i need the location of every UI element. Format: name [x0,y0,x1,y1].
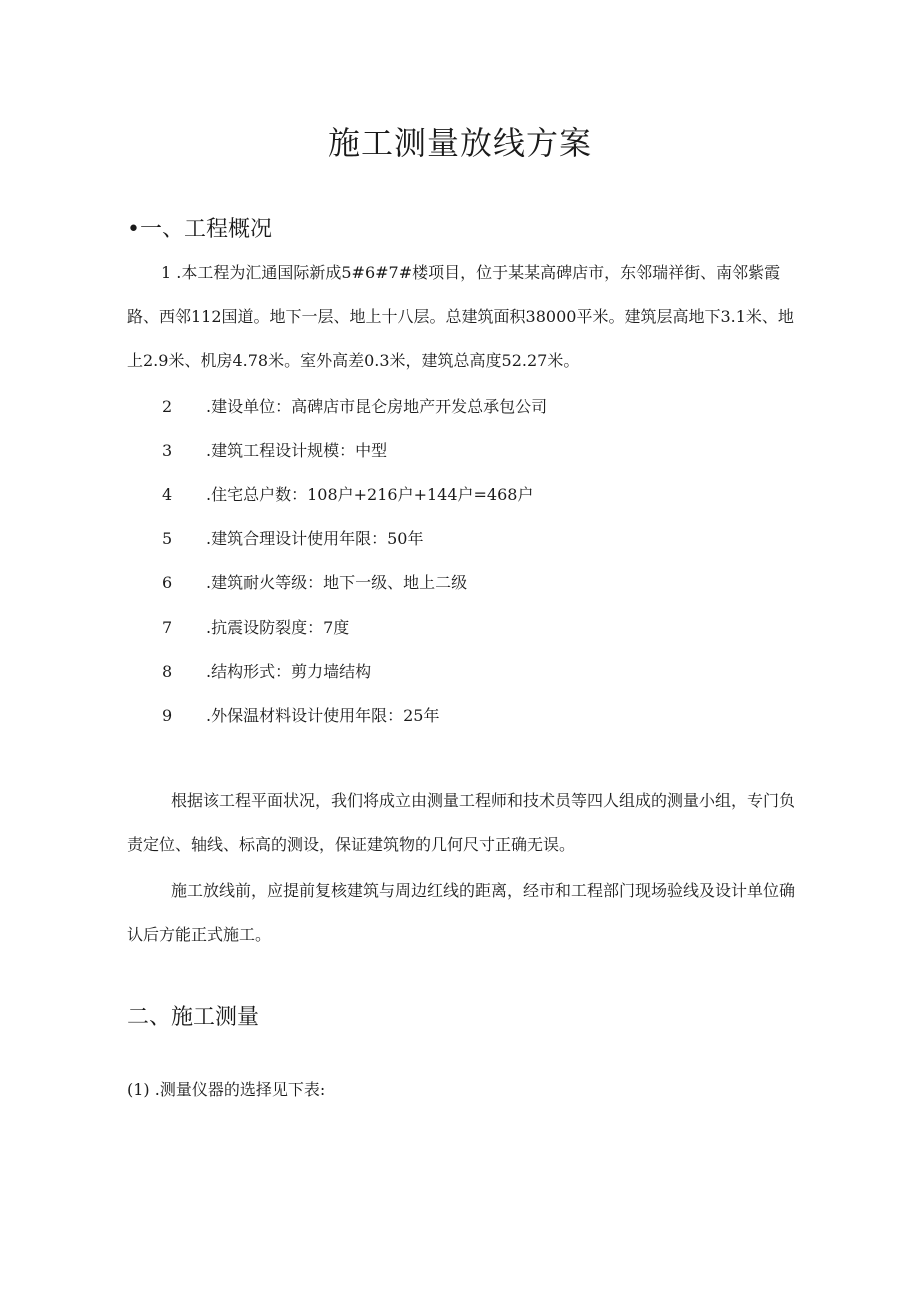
list-item-number: 8 [162,662,173,681]
staking-check-paragraph: 施工放线前，应提前复核建筑与周边红线的距离，经市和工程部门现场验线及设计单位确认后方能正式施工。 [127,881,796,944]
list-item [162,660,371,684]
list-item-text: .外保温材料设计使用年限：25年 [206,706,440,725]
list-item-number: 3 [162,441,173,460]
list-item [162,439,387,463]
list-item-text: .建筑合理设计使用年限：50年 [206,529,424,548]
list-item-text: .建设单位：高碑店市昆仑房地产开发总承包公司 [206,397,548,416]
page-title: 施工测量放线方案 [327,124,592,162]
instrument-selection-note: (1) .测量仪器的选择见下表: [127,1080,326,1099]
list-item-text: .建筑工程设计规模：中型 [206,441,388,460]
section-1-heading: •一、工程概况 [127,217,272,242]
list-item-text: .建筑耐火等级：地下一级、地上二级 [206,573,468,592]
list-item [162,616,349,640]
list-item [162,571,467,595]
survey-team-paragraph: 根据该工程平面状况，我们将成立由测量工程师和技术员等四人组成的测量小组，专门负责定位、轴线、标高的测设，保证建筑物的几何尺寸正确无误。 [127,791,796,854]
list-item [162,527,423,551]
list-item-text: .抗震设防裂度：7度 [206,618,350,637]
list-item-number: 9 [162,706,173,725]
list-item [162,395,547,419]
list-item-number: 6 [162,573,173,592]
list-item [162,704,439,728]
section-2-heading: 二、施工测量 [127,1005,260,1030]
list-item-number: 2 [162,397,173,416]
list-item-text: .住宅总户数：108户+216户+144户=468户 [206,485,534,504]
list-item-number: 5 [162,529,173,548]
list-item-text: .结构形式：剪力墙结构 [206,662,372,681]
project-intro-paragraph: 1 .本工程为汇通国际新成5#6#7#楼项目，位于某某高碑店市，东邻瑞祥街、南邻紫霞路、西邻112国道。地下一层、地上十八层。总建筑面积38000平米。建筑层高地下3.1米、地上2.9米、机房4.78米。室外高差0.3米，建筑总高度52.27米。 [127,263,794,370]
list-item [162,483,533,507]
list-item-number: 4 [162,485,173,504]
list-item-number: 7 [162,618,173,637]
